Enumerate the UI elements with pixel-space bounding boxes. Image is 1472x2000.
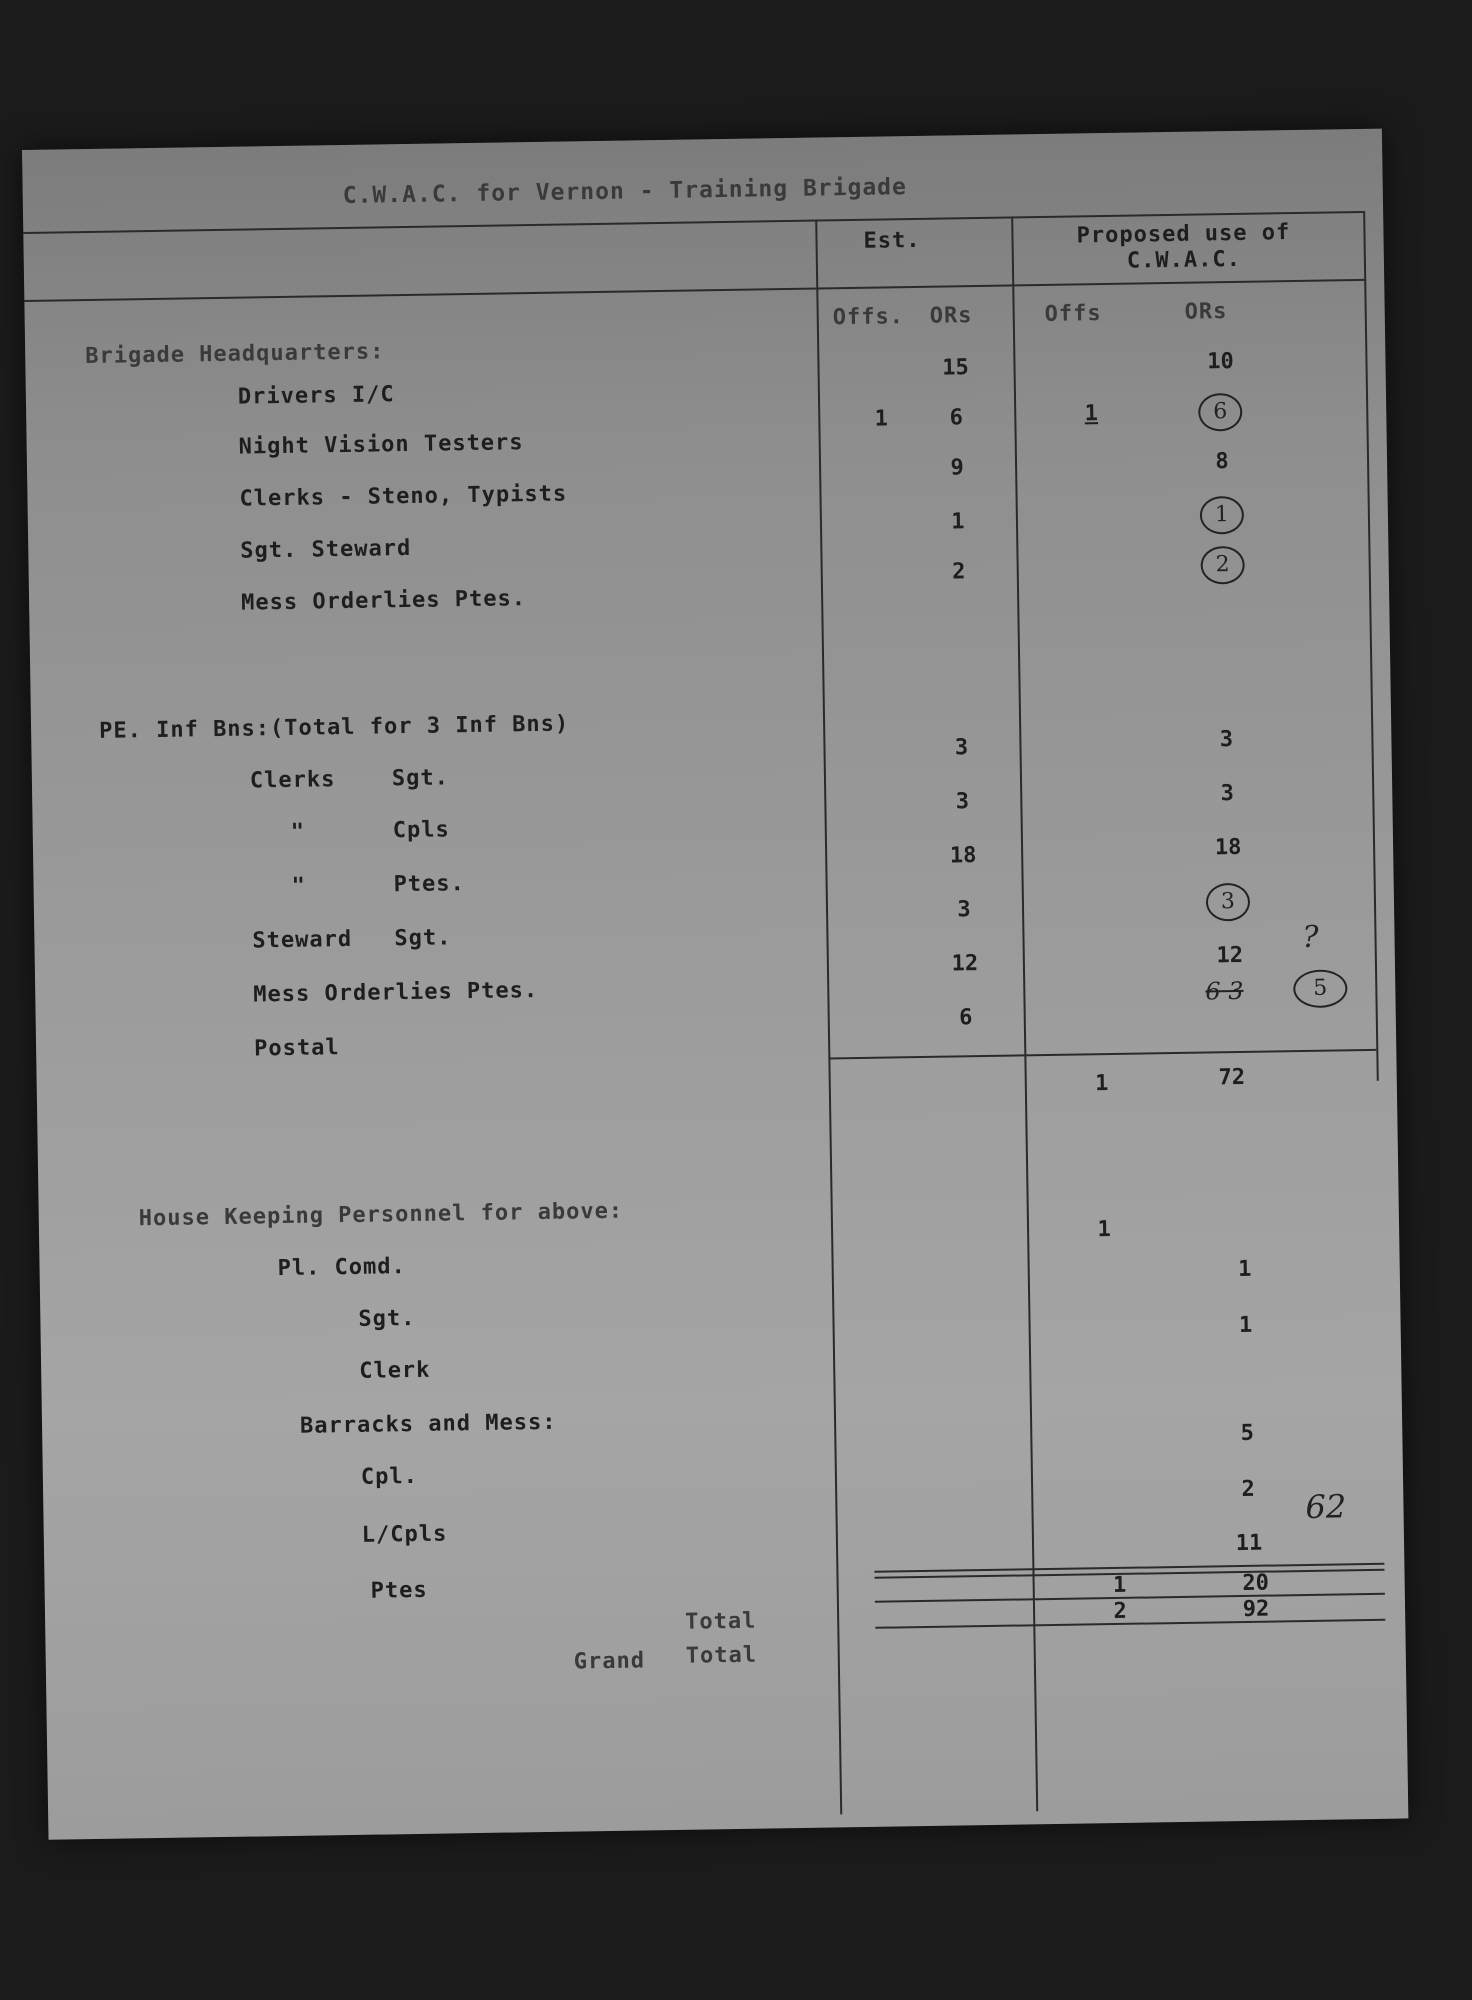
column-divider-est — [815, 220, 842, 1815]
row-label: Mess Orderlies Ptes. — [240, 586, 527, 616]
est-ors: 3 — [955, 789, 970, 815]
row-label: Sgt. — [358, 1305, 416, 1332]
row-label-b: Ptes. — [393, 871, 466, 898]
prop-ors: 2 — [1241, 1476, 1256, 1503]
prop-ors-handwritten: 6 3 — [1205, 976, 1244, 1006]
est-ors: 3 — [954, 735, 969, 761]
row-label-a: Steward — [252, 926, 353, 954]
row-label-a: Postal — [253, 1035, 340, 1062]
column-divider-right — [1363, 211, 1379, 1081]
header-ors-est: ORs — [929, 303, 973, 329]
document-title: C.W.A.C. for Vernon - Training Brigade — [342, 174, 908, 209]
prop-ors: 12 — [1216, 942, 1244, 969]
row-label: Sgt. Steward — [240, 535, 412, 564]
circled-prop-ors: 2 — [1200, 546, 1245, 585]
header-proposed-text: Proposed use of C.W.A.C. — [1076, 220, 1291, 274]
est-ors: 1 — [951, 509, 965, 535]
header-proposed — [1033, 219, 1334, 276]
row-label: Clerk — [359, 1357, 431, 1384]
row-label-a: " — [290, 819, 306, 845]
prop-ors: 5 — [1240, 1420, 1255, 1447]
total-offs: 1 — [1112, 1572, 1127, 1599]
est-ors: 12 — [951, 951, 979, 977]
row-label: Night Vision Testers — [238, 430, 524, 460]
row-label-a: " — [291, 873, 307, 899]
est-ors: 15 — [942, 355, 969, 381]
est-offs: 1 — [874, 406, 889, 432]
row-label-b: Sgt. — [391, 765, 450, 792]
prop-offs: 1 — [1097, 1217, 1111, 1243]
section-heading-house: House Keeping Personnel for above: — [138, 1198, 624, 1232]
circled-prop-ors: 1 — [1200, 496, 1245, 535]
est-ors: 2 — [951, 559, 966, 585]
row-label-a: Mess Orderlies Ptes. — [253, 977, 539, 1008]
row-label-b: Sgt. — [394, 925, 452, 952]
inf-subtotal-rule — [828, 1049, 1376, 1060]
column-divider-proposed — [1011, 216, 1038, 1811]
grand-label: Grand — [573, 1648, 646, 1675]
est-ors: 9 — [950, 455, 964, 481]
prop-offs: 1 — [1084, 401, 1099, 427]
header-offs-est: Offs. — [832, 304, 905, 331]
inf-subtotal-offs: 1 — [1094, 1071, 1109, 1097]
total-label: Total — [685, 1608, 757, 1635]
circled-note: 5 — [1293, 969, 1348, 1008]
grand-total-label: Total — [685, 1642, 758, 1669]
row-label-b: Cpls — [392, 817, 450, 844]
header-rule-bottom — [24, 279, 1364, 302]
est-ors: 18 — [949, 843, 977, 869]
total-ors: 20 — [1242, 1570, 1270, 1597]
prop-ors: 11 — [1235, 1530, 1263, 1557]
prop-ors: 3 — [1219, 727, 1234, 753]
row-label: L/Cpls — [361, 1521, 448, 1548]
est-ors: 6 — [958, 1005, 973, 1031]
margin-note: 62 — [1305, 1487, 1347, 1527]
est-ors: 3 — [957, 897, 971, 923]
prop-ors: 8 — [1215, 449, 1229, 475]
row-label: Ptes — [370, 1577, 428, 1604]
est-ors: 6 — [949, 405, 964, 431]
row-label: Barracks and Mess: — [299, 1409, 557, 1439]
row-label-a: Clerks — [249, 767, 336, 794]
document-sheet — [22, 129, 1408, 1840]
section-heading-bhq: Brigade Headquarters: — [85, 339, 385, 370]
row-label: Drivers I/C — [237, 382, 395, 410]
prop-ors: 1 — [1238, 1312, 1253, 1339]
section-heading-inf: PE. Inf Bns:(Total for 3 Inf Bns) — [98, 711, 570, 744]
grand-offs: 2 — [1113, 1598, 1127, 1625]
inf-subtotal-ors: 72 — [1218, 1064, 1246, 1091]
circled-prop-ors: 6 — [1198, 393, 1243, 432]
question-mark-note: ? — [1302, 919, 1319, 955]
circled-prop-ors: 3 — [1206, 883, 1251, 922]
prop-ors: 3 — [1220, 781, 1235, 807]
header-ors-prop: ORs — [1184, 299, 1228, 325]
grand-ors: 92 — [1242, 1596, 1270, 1623]
prop-ors: 10 — [1207, 348, 1234, 375]
row-label: Clerks - Steno, Typists — [239, 481, 568, 512]
row-label: Cpl. — [360, 1463, 419, 1490]
prop-ors: 1 — [1237, 1256, 1252, 1283]
header-offs-prop: Offs — [1044, 301, 1102, 327]
header-est: Est. — [863, 227, 921, 254]
row-label: Pl. Comd. — [277, 1254, 407, 1282]
prop-ors: 18 — [1214, 834, 1242, 861]
